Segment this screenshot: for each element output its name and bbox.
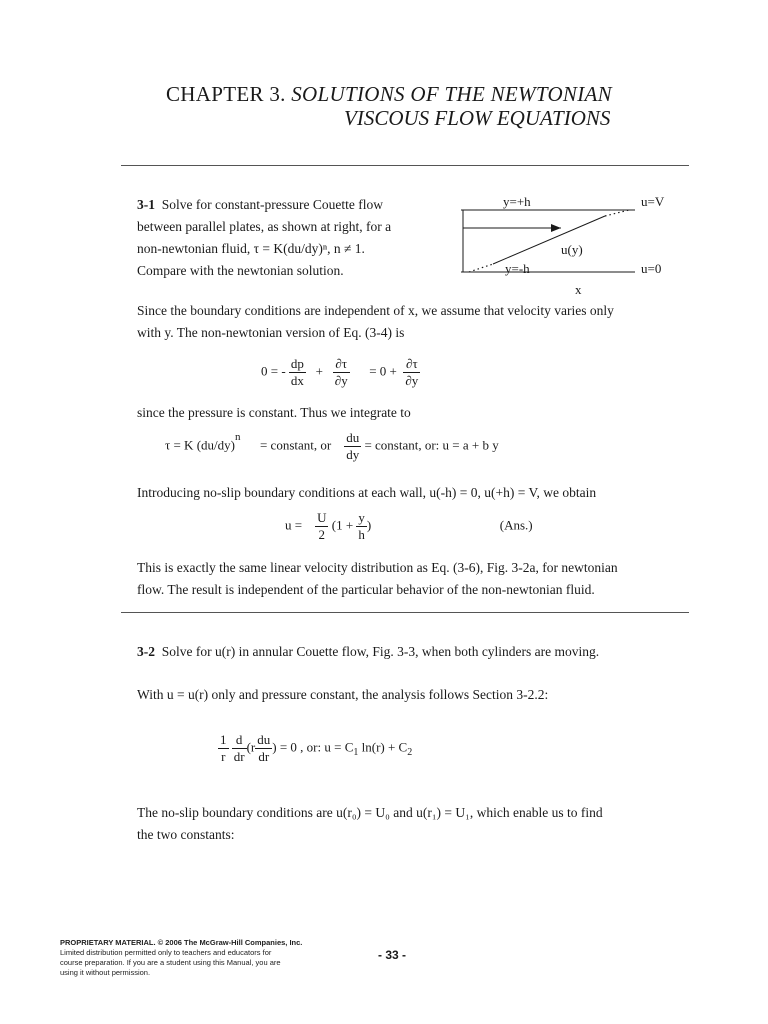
frac-num: d bbox=[232, 732, 247, 749]
exponent: n bbox=[234, 431, 241, 444]
integrate-line: since the pressure is constant. Thus we integrate to bbox=[137, 405, 411, 420]
text-line: flow. The result is independent of the particular behavior of the non-newtonian fluid. bbox=[137, 582, 595, 597]
eq-term: ) bbox=[366, 517, 372, 533]
frac-num: dp bbox=[290, 356, 304, 371]
fraction bbox=[315, 510, 328, 543]
page-number: - 33 - bbox=[378, 948, 407, 962]
footer-line: PROPRIETARY MATERIAL. © 2006 The McGraw-Hill Companies, Inc. bbox=[60, 938, 303, 947]
answer-tag: (Ans.) bbox=[499, 517, 533, 533]
profile-dotted-lower bbox=[469, 264, 493, 272]
copyright-footer bbox=[60, 938, 302, 978]
equation-integrated bbox=[165, 430, 499, 463]
statement-line: Solve for constant-pressure Couette flow bbox=[161, 197, 383, 212]
footer-line: Limited distribution permitted only to teachers and educators for bbox=[60, 948, 272, 957]
frac-den: h bbox=[358, 527, 365, 542]
boundary-conditions-paragraph bbox=[137, 802, 603, 846]
axis-label: x bbox=[575, 282, 582, 297]
problem-number: 3-1 bbox=[137, 197, 155, 212]
subscript: 2 bbox=[407, 747, 413, 759]
text-line: The no-slip boundary conditions are u(r₀) = U₀ and u(r₁) = U₁, which enable us to find bbox=[137, 805, 603, 820]
equation-answer bbox=[285, 510, 533, 543]
footer-line: course preparation. If you are a student using this Manual, you are bbox=[60, 958, 281, 967]
equation-annular bbox=[218, 732, 412, 765]
problem-3-2-statement bbox=[137, 641, 599, 663]
profile-dotted-upper bbox=[605, 210, 629, 216]
eq-term: ln(r) + C bbox=[358, 739, 408, 755]
fraction bbox=[255, 732, 272, 765]
eq-term: τ = K (du/dy) bbox=[165, 437, 235, 453]
text-line: the two constants: bbox=[137, 827, 235, 842]
eq-term: ) = 0 , or: u = C bbox=[272, 739, 354, 755]
eq-term: 0 = - bbox=[261, 363, 286, 379]
statement-line: Compare with the newtonian solution. bbox=[137, 263, 344, 278]
eq-term: (r bbox=[246, 739, 256, 755]
eq-term: = constant, or: u = a + b y bbox=[364, 437, 499, 453]
chapter-title bbox=[166, 82, 612, 107]
analysis-intro: With u = u(r) only and pressure constant, the analysis follows Section 3-2.2: bbox=[137, 687, 549, 702]
frac-den: dx bbox=[290, 373, 304, 388]
frac-num: 1 bbox=[220, 732, 227, 747]
bottom-velocity-label: u=0 bbox=[641, 261, 662, 276]
frac-den: ∂y bbox=[334, 373, 348, 388]
eq-term: u = bbox=[285, 517, 303, 533]
fraction bbox=[232, 732, 247, 765]
frac-num: du bbox=[257, 732, 271, 747]
eq-term: (1 + bbox=[331, 517, 354, 533]
arrow-head-icon bbox=[551, 224, 561, 232]
equation-momentum bbox=[261, 356, 420, 389]
frac-den: 2 bbox=[318, 527, 326, 542]
frac-num: ∂τ bbox=[403, 356, 420, 373]
frac-den: dr bbox=[233, 749, 245, 764]
top-label: y=+h bbox=[503, 194, 531, 209]
bottom-label: y=-h bbox=[505, 261, 530, 276]
frac-den: ∂y bbox=[405, 373, 419, 388]
frac-num: ∂τ bbox=[333, 356, 350, 373]
text-line: This is exactly the same linear velocity distribution as Eq. (3-6), Fig. 3-2a, for newtonian bbox=[137, 560, 618, 575]
statement-line: non-newtonian fluid, τ = K(du/dy)ⁿ, n ≠ 1. bbox=[137, 241, 365, 256]
chapter-title-line2: VISCOUS FLOW EQUATIONS bbox=[344, 106, 611, 130]
solution-paragraph bbox=[137, 300, 614, 344]
problem-3-1-statement bbox=[137, 194, 391, 282]
text-line: with y. The non-newtonian version of Eq. (3-4) is bbox=[137, 325, 405, 340]
velocity-profile-line bbox=[493, 216, 605, 264]
eq-operator: + bbox=[315, 363, 324, 379]
frac-num: y bbox=[358, 510, 365, 525]
top-velocity-label: u=V bbox=[641, 194, 665, 209]
eq-term: = 0 + bbox=[369, 363, 397, 379]
profile-label: u(y) bbox=[561, 242, 583, 257]
fraction bbox=[403, 356, 420, 389]
statement-line: Solve for u(r) in annular Couette flow, Fig. 3-3, when both cylinders are moving. bbox=[161, 644, 600, 659]
fraction bbox=[333, 356, 350, 389]
noslip-line: Introducing no-slip boundary conditions at each wall, u(-h) = 0, u(+h) = V, we obtain bbox=[137, 485, 597, 500]
fraction bbox=[344, 430, 361, 463]
problem-number: 3-2 bbox=[137, 644, 155, 659]
conclusion-paragraph bbox=[137, 557, 618, 601]
chapter-title-line1: SOLUTIONS OF THE NEWTONIAN bbox=[291, 82, 612, 106]
section-divider bbox=[121, 165, 689, 166]
fraction bbox=[218, 732, 229, 765]
fraction bbox=[356, 510, 367, 543]
eq-term: = constant, or bbox=[259, 437, 332, 453]
frac-den: dr bbox=[258, 749, 270, 764]
footer-line: using it without permission. bbox=[60, 968, 151, 977]
statement-line: between parallel plates, as shown at right, for a bbox=[137, 219, 392, 234]
frac-num: du bbox=[346, 430, 360, 445]
subscript: 1 bbox=[353, 747, 359, 759]
frac-den: r bbox=[221, 749, 226, 764]
frac-den: dy bbox=[346, 447, 360, 462]
fraction bbox=[289, 356, 306, 389]
couette-flow-figure bbox=[455, 192, 695, 300]
section-divider bbox=[121, 612, 689, 613]
frac-num: U bbox=[317, 510, 327, 525]
text-line: Since the boundary conditions are independent of x, we assume that velocity varies only bbox=[137, 303, 614, 318]
chapter-prefix: CHAPTER 3. bbox=[166, 82, 286, 106]
